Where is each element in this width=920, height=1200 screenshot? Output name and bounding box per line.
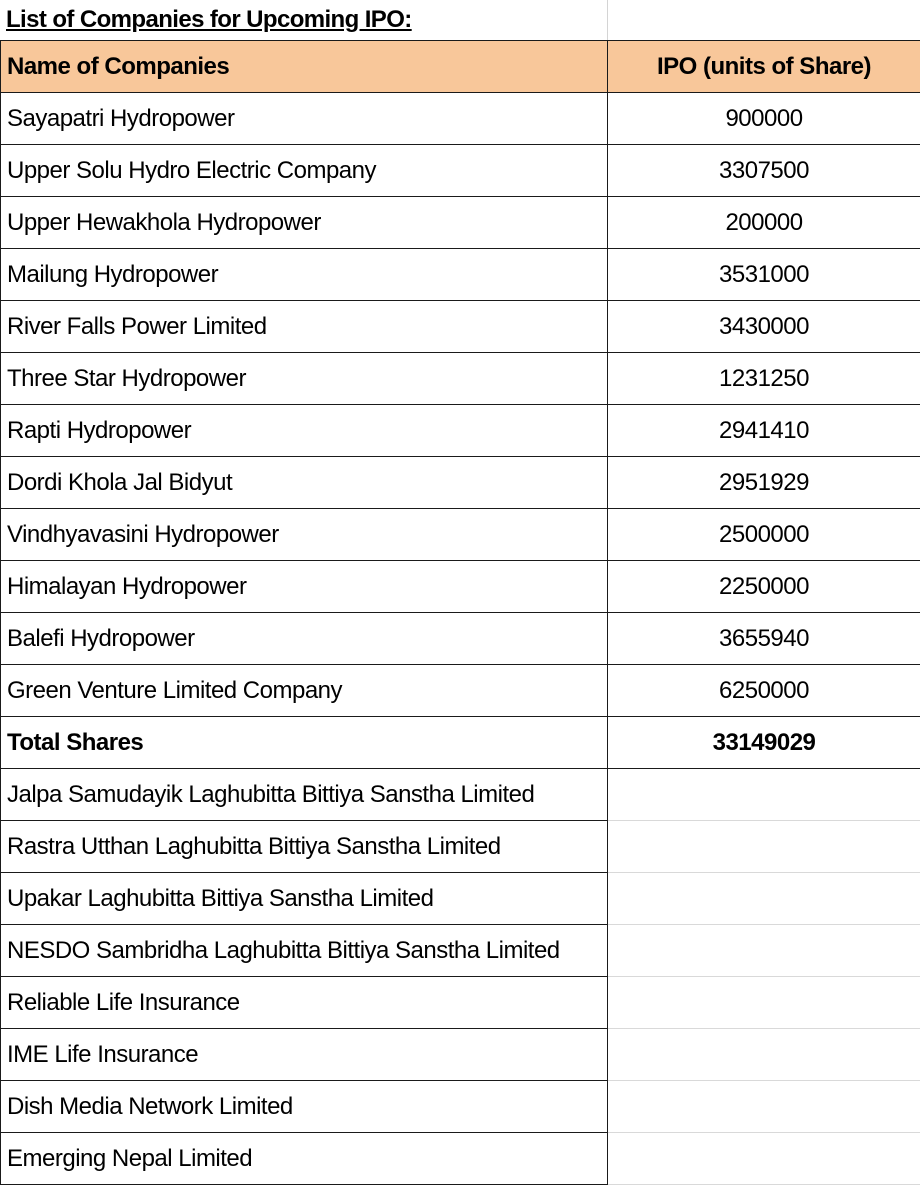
ipo-units-cell[interactable]: 3430000: [608, 301, 920, 353]
empty-cell[interactable]: [608, 1133, 920, 1185]
empty-cell[interactable]: [608, 1081, 920, 1133]
table-row: [1, 1133, 920, 1185]
company-name-cell[interactable]: Jalpa Samudayik Laghubitta Bittiya Sanstha Limited: [1, 769, 608, 821]
company-name-cell[interactable]: Dish Media Network Limited: [1, 1081, 608, 1133]
company-name-cell[interactable]: Emerging Nepal Limited: [1, 1133, 608, 1185]
table-row: [1, 1081, 920, 1133]
table-row: [1, 93, 920, 145]
ipo-units-cell[interactable]: 2250000: [608, 561, 920, 613]
total-label-cell[interactable]: Total Shares: [1, 717, 608, 769]
table-row: [1, 353, 920, 405]
table-row: [1, 457, 920, 509]
table-row: [1, 1029, 920, 1081]
table-row: [1, 977, 920, 1029]
ipo-units-cell[interactable]: 2500000: [608, 509, 920, 561]
ipo-units-cell[interactable]: 3655940: [608, 613, 920, 665]
empty-cell[interactable]: [607, 0, 920, 40]
empty-cell[interactable]: [608, 769, 920, 821]
company-name-cell[interactable]: NESDO Sambridha Laghubitta Bittiya Sanstha Limited: [1, 925, 608, 977]
ipo-units-cell[interactable]: 6250000: [608, 665, 920, 717]
ipo-units-cell[interactable]: 1231250: [608, 353, 920, 405]
header-ipo-units[interactable]: IPO (units of Share): [608, 41, 920, 93]
table-row: [1, 249, 920, 301]
company-name-cell[interactable]: Upper Solu Hydro Electric Company: [1, 145, 608, 197]
empty-cell[interactable]: [608, 1029, 920, 1081]
company-name-cell[interactable]: Rastra Utthan Laghubitta Bittiya Sanstha Limited: [1, 821, 608, 873]
company-name-cell[interactable]: Vindhyavasini Hydropower: [1, 509, 608, 561]
table-row: [1, 873, 920, 925]
title-row: [0, 0, 920, 40]
table-row: [1, 145, 920, 197]
company-name-cell[interactable]: Balefi Hydropower: [1, 613, 608, 665]
ipo-units-cell[interactable]: 200000: [608, 197, 920, 249]
company-name-cell[interactable]: Reliable Life Insurance: [1, 977, 608, 1029]
table-header-row: [1, 41, 920, 93]
table-row: [1, 509, 920, 561]
empty-cell[interactable]: [608, 925, 920, 977]
sheet-title[interactable]: List of Companies for Upcoming IPO:: [6, 6, 412, 33]
total-row: [1, 717, 920, 769]
company-name-cell[interactable]: Rapti Hydropower: [1, 405, 608, 457]
company-name-cell[interactable]: Upakar Laghubitta Bittiya Sanstha Limited: [1, 873, 608, 925]
table-row: [1, 197, 920, 249]
table-row: [1, 769, 920, 821]
table-row: [1, 301, 920, 353]
ipo-units-cell[interactable]: 3307500: [608, 145, 920, 197]
table-row: [1, 561, 920, 613]
company-name-cell[interactable]: River Falls Power Limited: [1, 301, 608, 353]
header-name-of-companies[interactable]: Name of Companies: [1, 41, 608, 93]
company-name-cell[interactable]: IME Life Insurance: [1, 1029, 608, 1081]
company-name-cell[interactable]: Upper Hewakhola Hydropower: [1, 197, 608, 249]
total-value-cell[interactable]: 33149029: [608, 717, 920, 769]
table-row: [1, 821, 920, 873]
ipo-units-cell[interactable]: 2941410: [608, 405, 920, 457]
empty-cell[interactable]: [608, 977, 920, 1029]
table-row: [1, 405, 920, 457]
company-name-cell[interactable]: Green Venture Limited Company: [1, 665, 608, 717]
table-row: [1, 925, 920, 977]
ipo-units-cell[interactable]: 2951929: [608, 457, 920, 509]
company-name-cell[interactable]: Three Star Hydropower: [1, 353, 608, 405]
ipo-units-cell[interactable]: 3531000: [608, 249, 920, 301]
empty-cell[interactable]: [608, 873, 920, 925]
company-name-cell[interactable]: Sayapatri Hydropower: [1, 93, 608, 145]
company-name-cell[interactable]: Dordi Khola Jal Bidyut: [1, 457, 608, 509]
ipo-units-cell[interactable]: 900000: [608, 93, 920, 145]
company-name-cell[interactable]: Himalayan Hydropower: [1, 561, 608, 613]
ipo-table: [0, 40, 920, 1185]
table-row: [1, 665, 920, 717]
company-name-cell[interactable]: Mailung Hydropower: [1, 249, 608, 301]
table-row: [1, 613, 920, 665]
empty-cell[interactable]: [608, 821, 920, 873]
